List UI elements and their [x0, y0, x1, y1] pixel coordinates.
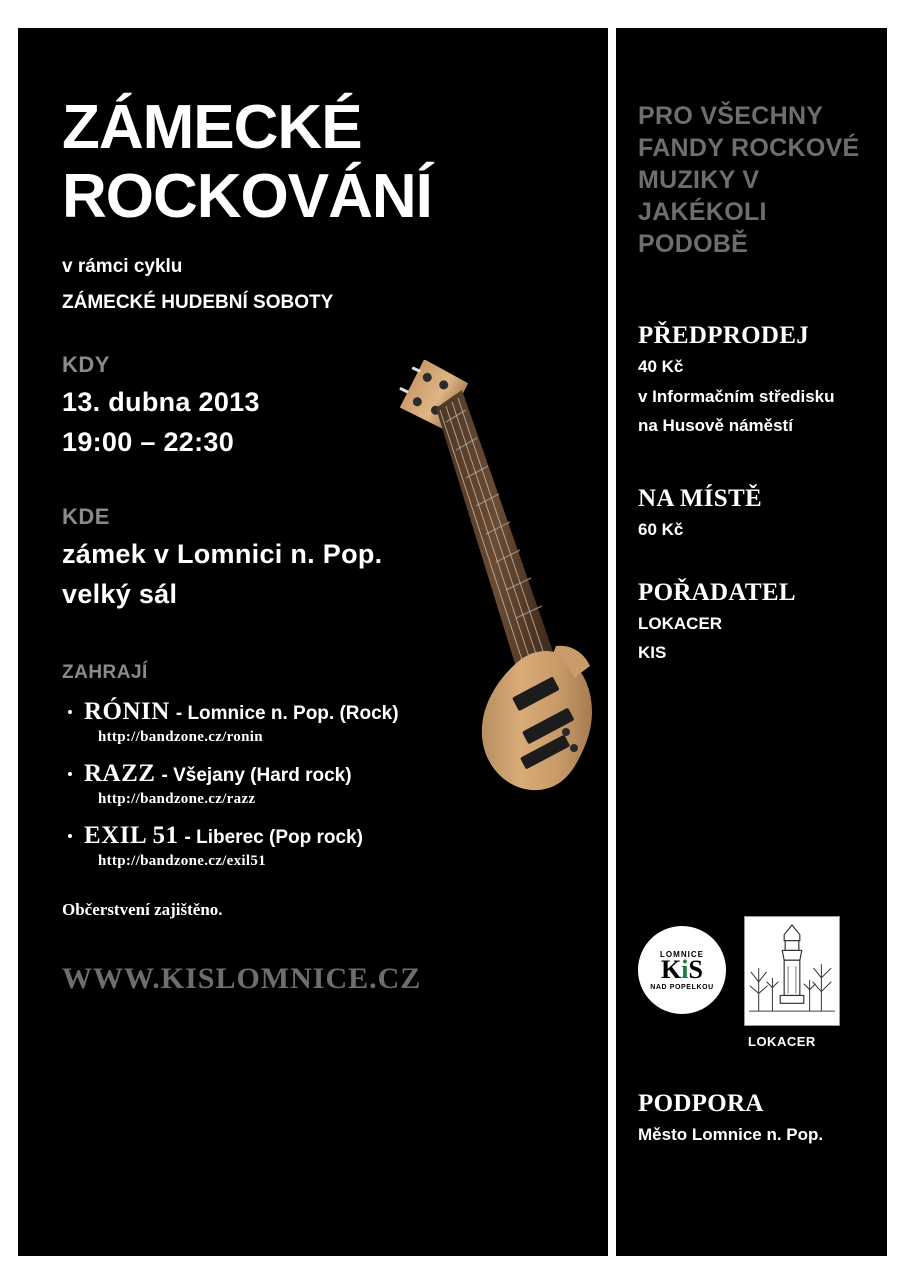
subtitle-cycle-name: ZÁMECKÉ HUDEBNÍ SOBOTY: [62, 292, 334, 314]
band-url[interactable]: http://bandzone.cz/razz: [98, 791, 256, 808]
onsite-title: NA MÍSTĚ: [638, 484, 762, 512]
lineup-label: ZAHRAJÍ: [62, 662, 148, 684]
column-separator-bottom: [608, 1190, 616, 1256]
page-title-line1: ZÁMECKÉ: [62, 93, 362, 162]
list-item: [84, 698, 592, 746]
onsite-price: 60 Kč: [638, 519, 684, 539]
page-title-line2: ROCKOVÁNÍ: [62, 162, 432, 232]
band-url[interactable]: http://bandzone.cz/ronin: [98, 729, 263, 746]
column-separator-top: [608, 28, 616, 90]
list-item: [84, 822, 592, 870]
presale-place-line1: v Informačním středisku: [638, 386, 835, 406]
where-room: velký sál: [62, 579, 178, 610]
band-info: - Všejany (Hard rock): [161, 765, 352, 787]
when-time: 19:00 – 22:30: [62, 427, 235, 458]
band-name: RÓNIN: [84, 698, 170, 726]
organizer-name-1: LOKACER: [638, 613, 723, 633]
kis-logo-bottom-text: NAD POPELKOU: [650, 983, 714, 991]
support-section: [638, 1090, 878, 1148]
when-date: 13. dubna 2013: [62, 387, 260, 418]
band-info: - Liberec (Pop rock): [184, 827, 363, 849]
band-url[interactable]: http://bandzone.cz/exil51: [98, 853, 266, 870]
presale-place-line2: na Husově náměstí: [638, 416, 793, 436]
lokacer-tower-logo: [744, 916, 840, 1026]
kis-logo-monogram: [661, 954, 703, 984]
band-info: - Lomnice n. Pop. (Rock): [175, 703, 399, 725]
lokacer-logo-caption: LOKACER: [748, 1034, 816, 1049]
kis-logo-s: S: [688, 954, 703, 984]
band-name: EXIL 51: [84, 822, 179, 850]
presale-price: 40 Kč: [638, 357, 684, 376]
bullet-icon: [68, 710, 72, 714]
support-text: Město Lomnice n. Pop.: [638, 1125, 824, 1144]
subtitle-cycle: v rámci cyklu: [62, 256, 183, 278]
organizer-title: POŘADATEL: [638, 578, 796, 606]
organizer-name-2: KIS: [638, 643, 667, 663]
poster-sidebar: [638, 100, 868, 666]
sidebar-headline: PRO VŠECHNY FANDY ROCKOVÉ MUZIKY V JAKÉKOLI PODOBĚ: [638, 102, 860, 258]
band-name: RAZZ: [84, 760, 156, 788]
where-venue: zámek v Lomnici n. Pop.: [62, 539, 383, 570]
bullet-icon: [68, 834, 72, 838]
refreshments-note: Občerstvení zajištěno.: [62, 900, 223, 920]
presale-title: PŘEDPRODEJ: [638, 322, 810, 349]
kis-logo-i: i: [681, 954, 689, 984]
when-label: KDY: [62, 352, 110, 378]
list-item: [84, 760, 592, 808]
kis-logo-top-text: LOMNICE: [660, 949, 704, 959]
kis-logo-k: K: [661, 954, 682, 984]
lineup-list: [62, 698, 592, 870]
where-label: KDE: [62, 504, 110, 530]
support-title: PODPORA: [638, 1090, 764, 1117]
column-separator-middle: [608, 90, 616, 1190]
bullet-icon: [68, 772, 72, 776]
kis-logo: [638, 926, 726, 1014]
website-url[interactable]: WWW.KISLOMNICE.CZ: [62, 962, 422, 996]
poster-main-content: [62, 93, 592, 996]
